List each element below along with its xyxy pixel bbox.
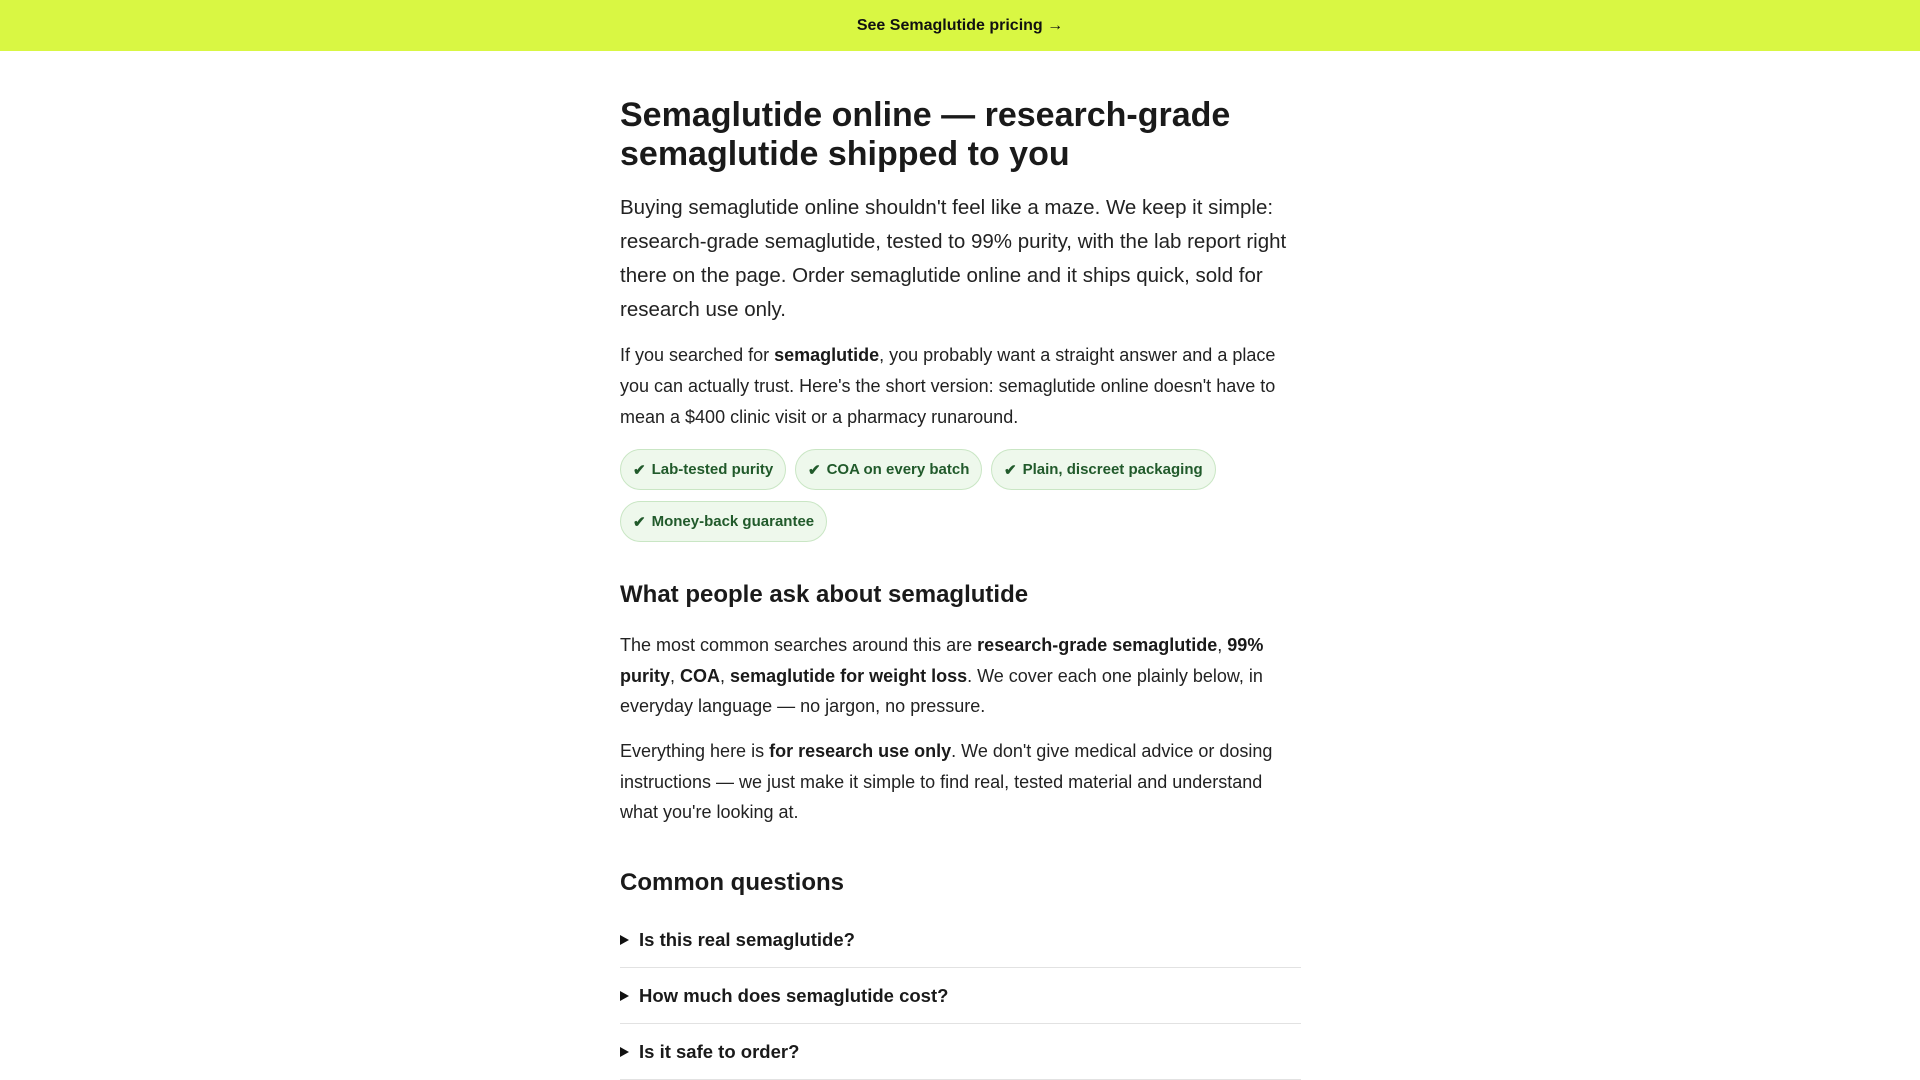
badge-packaging: ✔ Plain, discreet packaging	[991, 449, 1216, 490]
page-title: Semaglutide online — research-grade semaglutide shipped to you	[620, 96, 1231, 173]
badge-guarantee: ✔ Money-back guarantee	[620, 501, 827, 542]
check-icon: ✔	[633, 461, 646, 479]
intro-paragraph: If you searched for semaglutide, you probably want a straight answer and a place you can actually trust. Here's the short version: semaglutide online doesn't have to mean a $400 clinic visit or a pharmacy runaround.	[620, 345, 1276, 427]
promo-banner	[0, 0, 1920, 51]
disclosure-triangle-icon	[620, 991, 629, 1001]
badge-lab-tested: ✔ Lab-tested purity	[620, 449, 786, 490]
faq-item-cost[interactable]	[620, 968, 1301, 1024]
ask-paragraph: The most common searches around this are research-grade semaglutide, 99% purity, COA, semaglutide for weight loss. We cover each one plainly below, in everyday language — no jargon, no pressure.	[620, 635, 1264, 716]
badge-coa: ✔ COA on every batch	[795, 449, 982, 490]
ask-section-heading: What people ask about semaglutide	[620, 581, 1029, 608]
faq-item-safe[interactable]	[620, 1024, 1301, 1080]
pricing-link[interactable]: See Semaglutide pricing →	[856, 16, 1064, 34]
check-icon: ✔	[1004, 461, 1017, 479]
faq-question: Is it safe to order?	[639, 1040, 800, 1062]
faq-question: Is this real semaglutide?	[639, 928, 855, 950]
intro-keyword: semaglutide	[774, 345, 880, 365]
faq-heading: Common questions	[620, 869, 845, 896]
disclosure-triangle-icon	[620, 935, 629, 945]
faq-item-real[interactable]	[620, 912, 1301, 968]
faq-question: How much does semaglutide cost?	[639, 984, 949, 1006]
check-icon: ✔	[633, 513, 646, 531]
disclaimer-paragraph: Everything here is for research use only. We don't give medical advice or dosing instructions — we just make it simple to find real, tested material and understand what you're looking at.	[620, 741, 1273, 822]
check-icon: ✔	[808, 461, 821, 479]
disclosure-triangle-icon	[620, 1047, 629, 1057]
lead-paragraph: Buying semaglutide online shouldn't feel like a maze. We keep it simple: research-grade semaglutide, tested to 99% purity, with the lab report right there on the page. Order semaglutide online and it ships quick, sold for research use only.	[620, 196, 1287, 321]
